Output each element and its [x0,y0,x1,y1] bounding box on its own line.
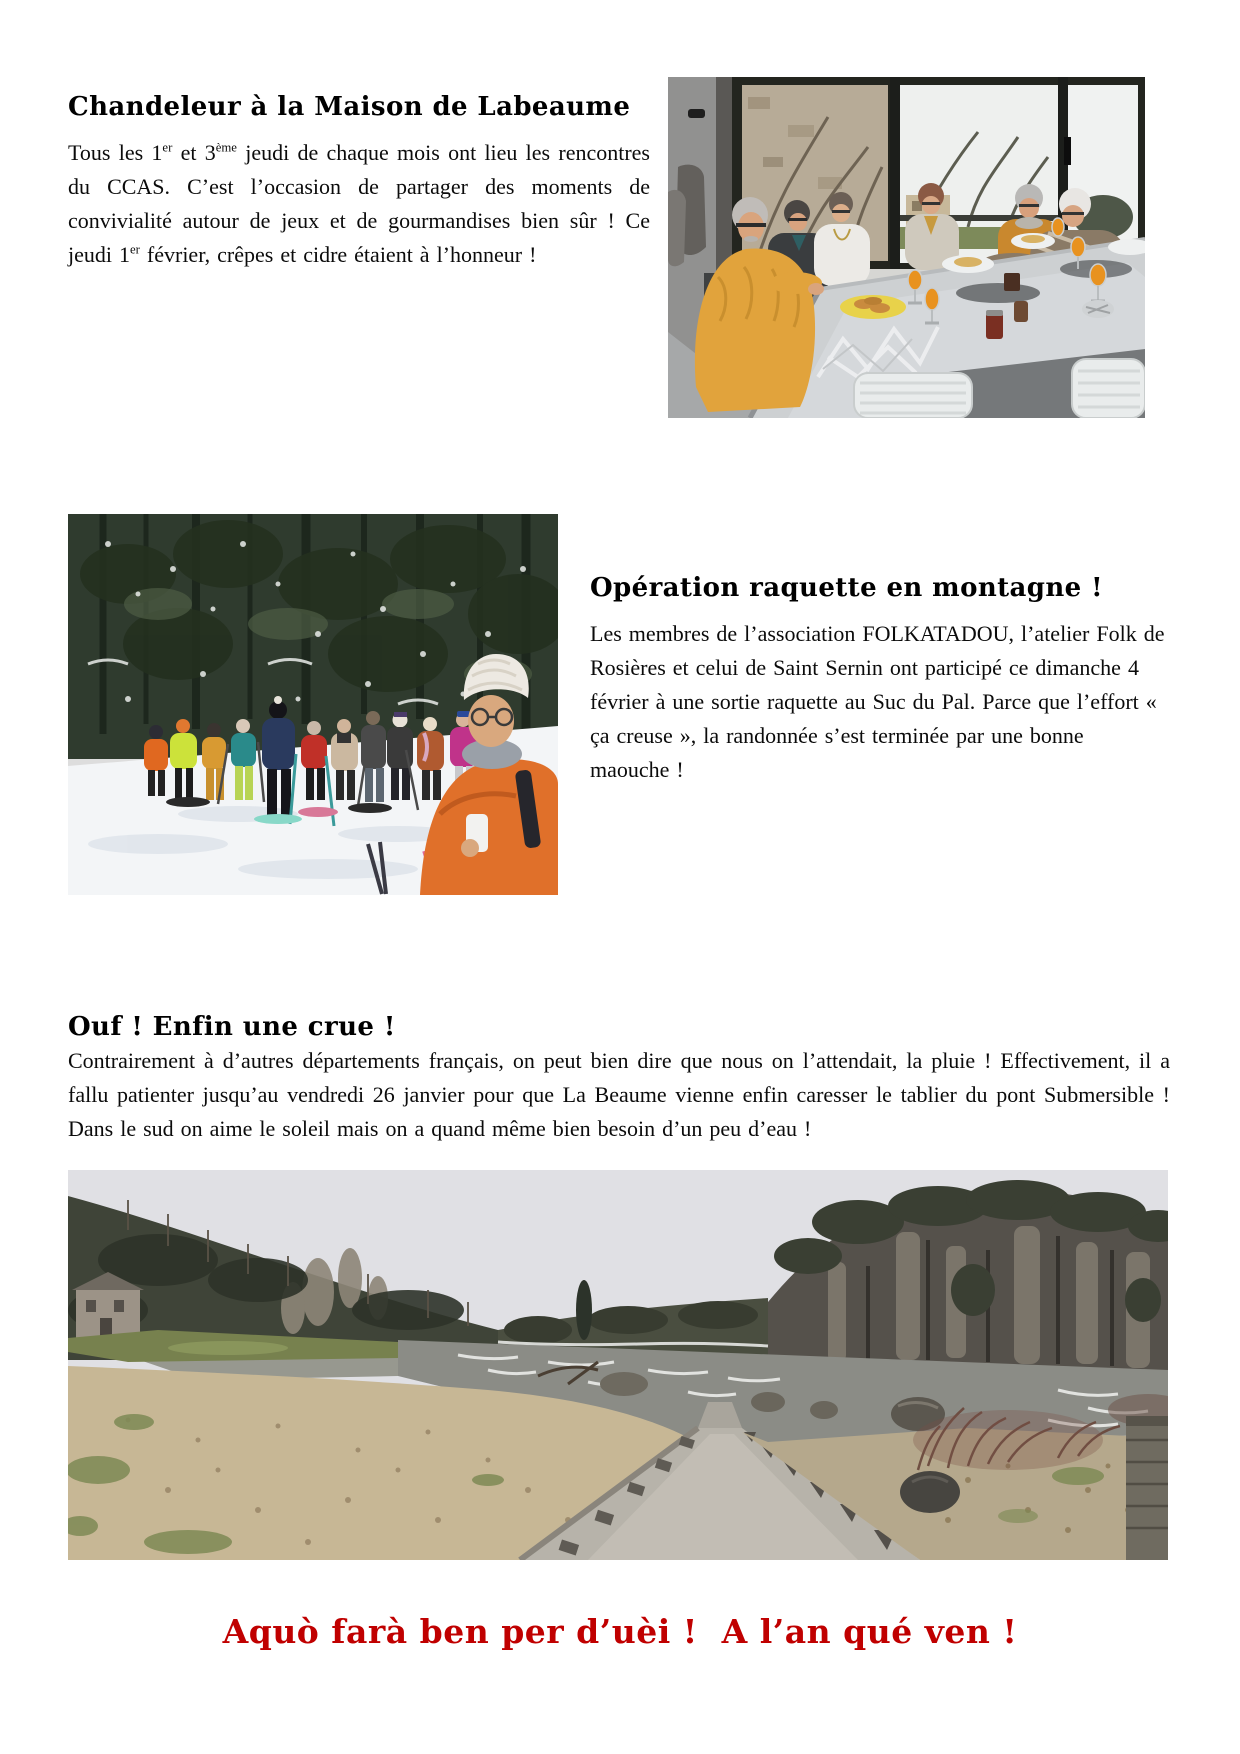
rattan-chair [854,373,972,418]
section-body-raquettes: Les membres de l’association FOLKATADOU, l’atelier Folk de Rosières et celui de Saint Sernin ont participé ce dimanche 4 février à une sortie raquette au Suc du Pal. Parce que l’effort « ça creuse », la randonnée s’est terminée par une bonne maouche ! [590,621,1165,782]
section-title-chandeleur: Chandeleur à la Maison de Labeaume [68,91,631,122]
occitan-slogan: Aquò farà ben per d’uèi ! A l’an qué ven ! [222,1612,1018,1651]
section-body-crue: Contrairement à d’autres départements français, on peut bien dire que nous on l’attendait, la pluie ! Effectivement, il a fallu patienter jusqu’au vendredi 26 janvier pour que La Beaume vienne enfin caresser le tablier du pont Submersible ! Dans le sud on aime le soleil mais on a quand même bien besoin d’un peu d’eau ! [68,1048,1170,1141]
photo-crue-pont-submersible [68,1170,1168,1560]
photo-chandeleur-meal [668,77,1145,418]
section-title-raquettes: Opération raquette en montagne ! [590,572,1103,603]
section-title-crue: Ouf ! Enfin une crue ! [68,1011,396,1042]
rattan-chair [1072,359,1145,418]
photo-raquettes-snow [68,514,558,895]
section-body-chandeleur: Tous les 1er et 3ème jeudi de chaque mois ont lieu les rencontres du CCAS. C’est l’occasion de partager des moments de convivialité autour de jeux et de gourmandises bien sûr ! Ce jeudi 1er février, crêpes et cidre étaient à l’honneur ! [68,140,650,267]
